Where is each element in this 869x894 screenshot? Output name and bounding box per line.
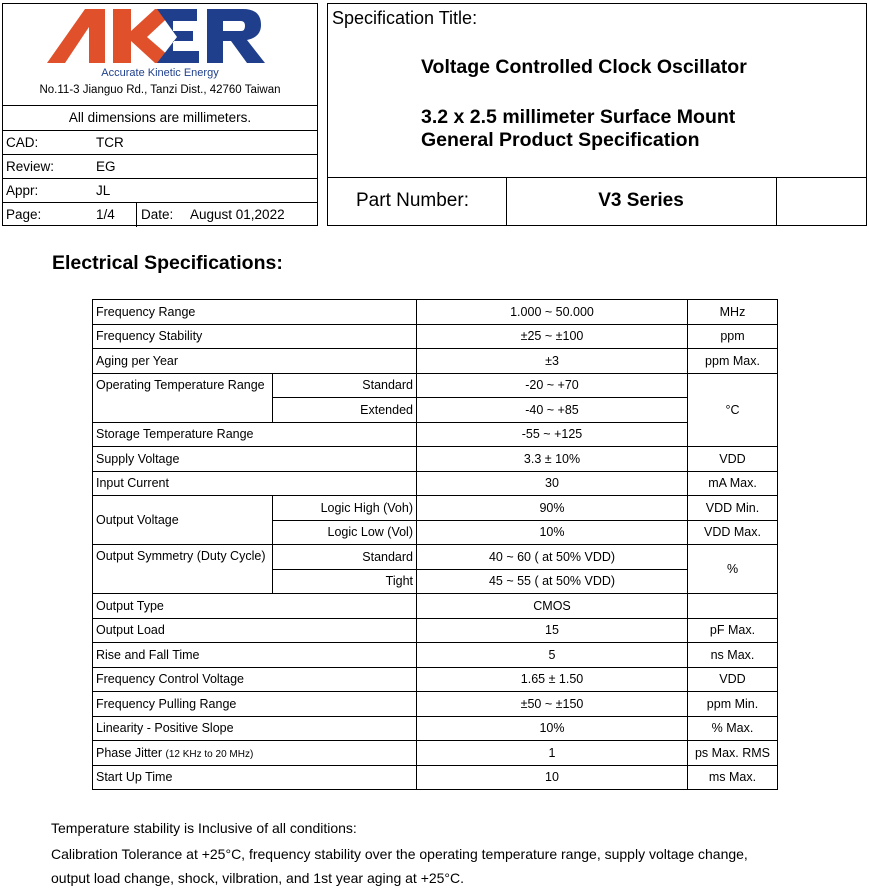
part-number-value: V3 Series bbox=[598, 190, 684, 211]
param-label: Frequency Stability bbox=[93, 324, 417, 349]
note-line-1: Temperature stability is Inclusive of all conditions: bbox=[51, 820, 357, 836]
param-label: Output Type bbox=[93, 594, 417, 619]
review-value: EG bbox=[96, 159, 116, 174]
param-value: 40 ~ 60 ( at 50% VDD) bbox=[417, 545, 688, 570]
table-row bbox=[93, 324, 778, 349]
param-value: 1.65 ± 1.50 bbox=[417, 667, 688, 692]
param-unit: MHz bbox=[688, 300, 778, 325]
param-value: ±25 ~ ±100 bbox=[417, 324, 688, 349]
param-label-note: (12 KHz to 20 MHz) bbox=[165, 748, 254, 760]
page-value: 1/4 bbox=[96, 207, 115, 222]
param-sub-label: Logic Low (Vol) bbox=[273, 520, 417, 545]
param-value: -40 ~ +85 bbox=[417, 398, 688, 423]
appr-label: Appr: bbox=[6, 183, 39, 198]
param-sub-label: Standard bbox=[273, 373, 417, 398]
param-label: Output Symmetry (Duty Cycle) bbox=[93, 545, 273, 594]
param-label: Rise and Fall Time bbox=[93, 643, 417, 668]
table-row bbox=[93, 349, 778, 374]
spec-title-line-2: 3.2 x 2.5 millimeter Surface Mount bbox=[421, 106, 736, 128]
param-label: Start Up Time bbox=[93, 765, 417, 790]
param-unit: mA Max. bbox=[688, 471, 778, 496]
param-value: ±50 ~ ±150 bbox=[417, 692, 688, 717]
param-unit: °C bbox=[688, 373, 778, 447]
param-unit bbox=[688, 594, 778, 619]
param-label-cell bbox=[93, 741, 417, 766]
cad-value: TCR bbox=[96, 135, 124, 150]
param-unit: ps Max. RMS bbox=[688, 741, 778, 766]
param-value: 30 bbox=[417, 471, 688, 496]
page-row bbox=[3, 203, 317, 227]
page-label: Page: bbox=[6, 207, 42, 222]
param-label: Storage Temperature Range bbox=[93, 422, 417, 447]
review-label: Review: bbox=[6, 159, 55, 174]
table-row bbox=[93, 618, 778, 643]
aker-logo-icon bbox=[47, 7, 273, 65]
param-label: Linearity - Positive Slope bbox=[93, 716, 417, 741]
param-value: 10 bbox=[417, 765, 688, 790]
table-row bbox=[93, 496, 778, 521]
header-info-box bbox=[2, 3, 318, 226]
param-label: Aging per Year bbox=[93, 349, 417, 374]
part-number-separator bbox=[328, 177, 866, 178]
param-label: Output Load bbox=[93, 618, 417, 643]
param-unit: pF Max. bbox=[688, 618, 778, 643]
param-label: Input Current bbox=[93, 471, 417, 496]
table-row bbox=[93, 667, 778, 692]
param-value: 3.3 ± 10% bbox=[417, 447, 688, 472]
spec-title-label: Specification Title: bbox=[332, 8, 478, 28]
table-row bbox=[93, 716, 778, 741]
param-unit: VDD bbox=[688, 667, 778, 692]
page-divider bbox=[136, 203, 137, 227]
param-value: 45 ~ 55 ( at 50% VDD) bbox=[417, 569, 688, 594]
param-unit: ppm bbox=[688, 324, 778, 349]
table-row bbox=[93, 447, 778, 472]
cad-label: CAD: bbox=[6, 135, 39, 150]
table-row bbox=[93, 741, 778, 766]
param-value: -55 ~ +125 bbox=[417, 422, 688, 447]
table-row bbox=[93, 300, 778, 325]
table-row bbox=[93, 594, 778, 619]
param-value: 1.000 ~ 50.000 bbox=[417, 300, 688, 325]
review-row bbox=[3, 155, 317, 179]
param-unit: ppm Min. bbox=[688, 692, 778, 717]
note-line-2: Calibration Tolerance at +25°C, frequency stability over the operating temperature range, supply voltage change, bbox=[51, 846, 748, 862]
section-title: Electrical Specifications: bbox=[52, 252, 283, 274]
param-value: 1 bbox=[417, 741, 688, 766]
param-sub-label: Standard bbox=[273, 545, 417, 570]
param-label: Frequency Range bbox=[93, 300, 417, 325]
table-row bbox=[93, 422, 778, 447]
spec-title-line-1: Voltage Controlled Clock Oscillator bbox=[421, 56, 747, 78]
param-value: -20 ~ +70 bbox=[417, 373, 688, 398]
param-label: Frequency Pulling Range bbox=[93, 692, 417, 717]
param-label: Output Voltage bbox=[93, 496, 273, 545]
part-number-divider-2 bbox=[776, 177, 777, 225]
param-value: 5 bbox=[417, 643, 688, 668]
param-unit: ms Max. bbox=[688, 765, 778, 790]
appr-row bbox=[3, 179, 317, 203]
param-value: CMOS bbox=[417, 594, 688, 619]
param-label: Operating Temperature Range bbox=[93, 373, 273, 422]
date-label: Date: bbox=[141, 207, 174, 222]
param-label: Frequency Control Voltage bbox=[93, 667, 417, 692]
param-unit: % bbox=[688, 545, 778, 594]
dimensions-note: All dimensions are millimeters. bbox=[3, 105, 317, 131]
company-address: No.11-3 Jianguo Rd., Tanzi Dist., 42760 Taiwan bbox=[39, 84, 281, 96]
part-number-label: Part Number: bbox=[356, 190, 469, 211]
table-row bbox=[93, 692, 778, 717]
appr-value: JL bbox=[96, 183, 111, 198]
param-value: 10% bbox=[417, 520, 688, 545]
param-value: 90% bbox=[417, 496, 688, 521]
spec-title-line-3: General Product Specification bbox=[421, 129, 700, 151]
param-value: 15 bbox=[417, 618, 688, 643]
table-row bbox=[93, 643, 778, 668]
param-unit: VDD bbox=[688, 447, 778, 472]
table-row bbox=[93, 373, 778, 398]
param-label: Phase Jitter bbox=[96, 745, 163, 760]
param-unit: VDD Min. bbox=[688, 496, 778, 521]
table-row bbox=[93, 765, 778, 790]
param-unit: VDD Max. bbox=[688, 520, 778, 545]
param-unit: ns Max. bbox=[688, 643, 778, 668]
electrical-spec-table bbox=[92, 299, 778, 790]
cad-row bbox=[3, 131, 317, 155]
spec-title-box bbox=[327, 3, 867, 226]
table-row bbox=[93, 471, 778, 496]
param-sub-label: Tight bbox=[273, 569, 417, 594]
param-label: Supply Voltage bbox=[93, 447, 417, 472]
company-logo-area bbox=[3, 4, 317, 101]
param-value: ±3 bbox=[417, 349, 688, 374]
note-line-3: output load change, shock, vilbration, and 1st year aging at +25°C. bbox=[51, 870, 465, 886]
company-tagline: Accurate Kinetic Energy bbox=[101, 67, 219, 79]
param-value: 10% bbox=[417, 716, 688, 741]
param-sub-label: Logic High (Voh) bbox=[273, 496, 417, 521]
param-sub-label: Extended bbox=[273, 398, 417, 423]
param-unit: % Max. bbox=[688, 716, 778, 741]
date-value: August 01,2022 bbox=[190, 207, 285, 222]
table-row bbox=[93, 545, 778, 570]
param-unit: ppm Max. bbox=[688, 349, 778, 374]
